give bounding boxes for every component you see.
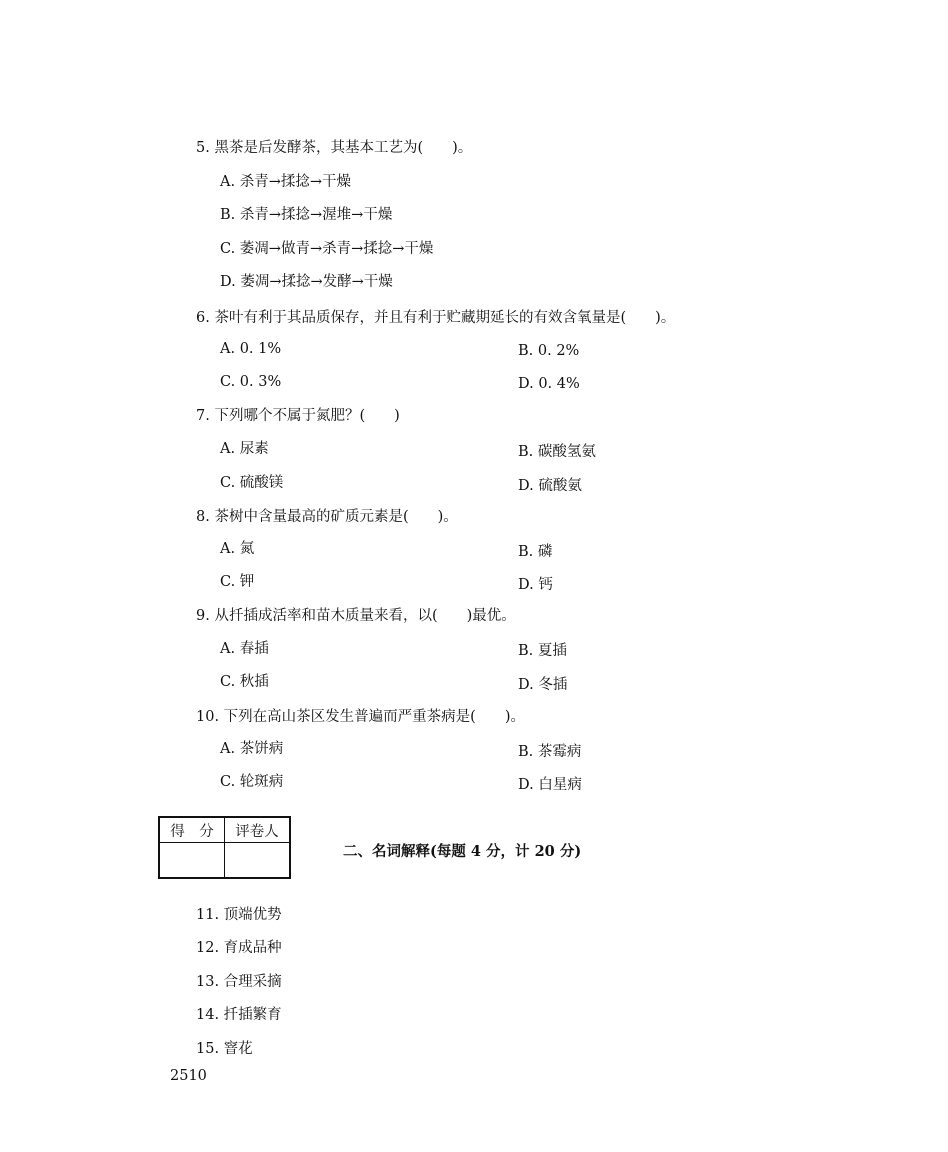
question-7-option-d: D. 硫酸氨 (518, 478, 582, 494)
question-6-option-d: D. 0. 4% (518, 376, 580, 392)
question-5-option-c: C. 萎凋→做青→杀青→揉捻→干燥 (220, 241, 434, 257)
question-9-option-b: B. 夏插 (518, 643, 567, 659)
question-10-stem: 10. 下列在高山茶区发生普遍而严重茶病是( )。 (196, 709, 525, 725)
question-10-option-c: C. 轮斑病 (220, 774, 284, 790)
question-6-stem: 6. 茶叶有利于其品质保存，并且有利于贮藏期延长的有效含氧量是( )。 (196, 310, 676, 326)
section-title: 二、名词解释(每题 4 分，计 20 分) (343, 843, 582, 860)
grader-header: 评卷人 (225, 817, 291, 843)
question-9-option-a: A. 春插 (220, 641, 269, 657)
question-9-option-c: C. 秋插 (220, 674, 269, 690)
question-8-option-c: C. 钾 (220, 574, 255, 590)
question-7-option-c: C. 硫酸镁 (220, 475, 284, 491)
question-10-option-b: B. 茶霉病 (518, 744, 582, 760)
question-5-option-b: B. 杀青→揉捻→渥堆→干燥 (220, 207, 393, 223)
score-cell[interactable] (159, 843, 225, 879)
term-13: 13. 合理采摘 (196, 974, 282, 990)
question-6-option-c: C. 0. 3% (220, 374, 282, 390)
question-9-option-d: D. 冬插 (518, 677, 568, 693)
question-6-option-a: A. 0. 1% (220, 341, 282, 357)
term-14: 14. 扦插繁育 (196, 1007, 282, 1023)
question-10-option-d: D. 白星病 (518, 777, 582, 793)
question-7-option-b: B. 碳酸氢氨 (518, 444, 596, 460)
question-6-option-b: B. 0. 2% (518, 343, 580, 359)
question-7-stem: 7. 下列哪个不属于氮肥？( ) (196, 408, 400, 424)
question-7-option-a: A. 尿素 (220, 441, 269, 457)
question-9-stem: 9. 从扦插成活率和苗木质量来看，以( )最优。 (196, 608, 516, 624)
page-number: 2510 (170, 1068, 207, 1084)
question-8-option-a: A. 氮 (220, 541, 255, 557)
score-header: 得 分 (159, 817, 225, 843)
question-10-option-a: A. 茶饼病 (220, 741, 284, 757)
question-8-option-d: D. 钙 (518, 577, 553, 593)
term-12: 12. 育成品种 (196, 940, 282, 956)
question-5-option-a: A. 杀青→揉捻→干燥 (220, 174, 351, 190)
term-11: 11. 顶端优势 (196, 907, 282, 923)
question-5-stem: 5. 黑茶是后发酵茶，其基本工艺为( )。 (196, 140, 473, 156)
score-table (158, 816, 291, 879)
question-5-option-d: D. 萎凋→揉捻→发酵→干燥 (220, 274, 393, 290)
term-15: 15. 窨花 (196, 1041, 253, 1057)
question-8-stem: 8. 茶树中含量最高的矿质元素是( )。 (196, 509, 458, 525)
question-8-option-b: B. 磷 (518, 544, 553, 560)
grader-cell[interactable] (225, 843, 291, 879)
